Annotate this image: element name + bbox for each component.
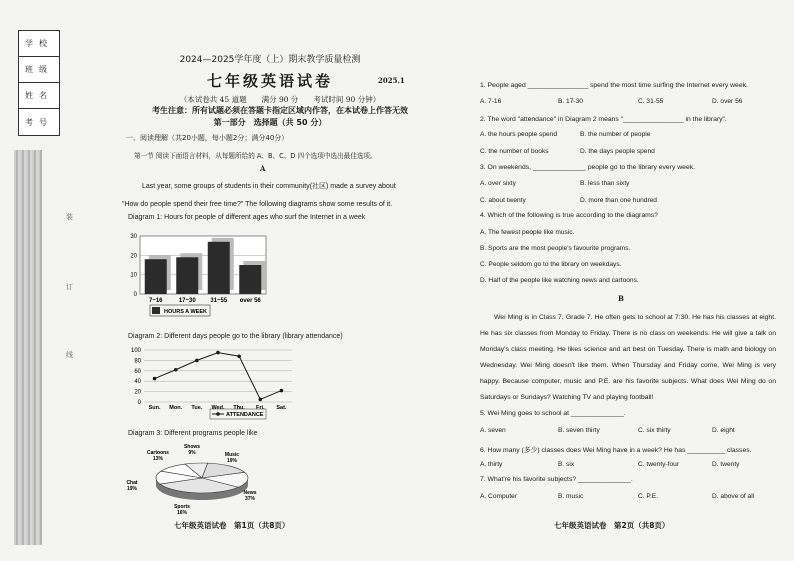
slice-label: Chat (126, 480, 138, 486)
answer-option[interactable]: B. the number of people (580, 131, 651, 138)
slice-label: News (243, 490, 257, 496)
binding-mark: 订 (66, 283, 73, 291)
answer-option[interactable]: A. thirty (480, 461, 503, 468)
answer-option[interactable]: A. Computer (480, 493, 518, 500)
diagram2-caption: Diagram 2: Different days people go to the library (library attendance) (128, 333, 343, 340)
slice-label: Music (224, 452, 240, 458)
answer-option[interactable]: C. People seldom go to the library on weekdays. (480, 261, 622, 268)
passage-b-text: Wei Ming is in Class 7, Grade 7. He often gets to school at 7:30. He has his classes at eight. He has six classes from Monday to Friday. There is no class on weekends. He will give a talk on Monday's class meeting. He likes science and art best on Tuesday. There is math and biology on Wednesday. Wei Ming doesn't like them. When Thursday and Friday come, Wei Ming is very happy. Because computer, music and P.E. are his favorite subjects. What does Wei Ming do on Saturdays or Sundays? Watching TV and playing football! (480, 314, 776, 401)
answer-option[interactable]: D. above of all (712, 493, 755, 500)
passage-label: B (618, 294, 624, 303)
data-point (237, 354, 241, 358)
answer-option[interactable]: A. the hours people spend (480, 131, 557, 138)
y-tick-label: 80 (134, 358, 141, 365)
diagram3-caption: Diagram 3: Different programs people like (128, 430, 258, 437)
page-1 (110, 0, 410, 561)
answer-option[interactable]: D. more than one hundred (580, 197, 657, 204)
passage-intro: Last year, some groups of students in their community(社区) made a survey about "How do people spend their free time?" The following diagrams show some results of it. (122, 183, 396, 208)
legend-label: ATTENDANCE (226, 412, 264, 418)
answer-option[interactable]: D. Half of the people like watching news and cartoons. (480, 277, 639, 284)
y-tick-label: 100 (130, 348, 141, 354)
school-label: 学校 (19, 31, 59, 57)
page-2 (470, 0, 780, 561)
question-5: 5. Wei Ming goes to school at ______________. (480, 410, 626, 417)
binding-mark: 装 (66, 213, 73, 221)
answer-option[interactable]: D. eight (712, 427, 735, 434)
slice-value-label: 9% (188, 450, 196, 456)
x-tick-label: Sun. (148, 405, 161, 411)
binding-mark: 线 (66, 351, 73, 359)
y-tick-label: 20 (134, 389, 141, 396)
answer-option[interactable]: B. music (558, 493, 584, 500)
bar (239, 265, 261, 294)
answer-option[interactable]: C. the number of books (480, 148, 549, 155)
answer-option[interactable]: B. less than sixty (580, 180, 630, 187)
x-tick-label: Mon. (169, 405, 183, 411)
question-6: 6. How many (多少) classes does Wei Ming have in a week? He has __________ classes. (480, 447, 752, 454)
exam-meta: （本试卷共 45 道题 满分 90 分 考试时间 90 分钟） (179, 95, 381, 104)
question-7: 7. What're his favorite subjects? ______________. (480, 476, 633, 483)
slice-value-label: 37% (244, 496, 256, 502)
x-tick-label: Wed. (211, 405, 225, 411)
data-point (216, 351, 220, 355)
slice-value-label: 19% (226, 458, 238, 464)
question-1: 1. People aged ________________ spend the most time surfing the Internet every week. (480, 82, 748, 89)
exam-year-line: 2024—2025学年度（上）期末教学质量检测 (179, 55, 361, 65)
bar (208, 242, 230, 294)
bar (176, 257, 198, 294)
section-instruction: 第一节 阅读下面语言材料，从每题所给的 A、B、C、D 四个选项中选出最佳选项。 (134, 152, 377, 160)
x-tick-label: over 56 (239, 298, 261, 304)
line-chart (126, 344, 296, 424)
exam-notice: 考生注意：所有试题必须在答题卡指定区域内作答，在本试卷上作答无效 (152, 106, 408, 115)
part-title: 第一部分 选择题（共 50 分） (213, 118, 327, 127)
x-tick-label: 17~30 (178, 298, 196, 304)
answer-option[interactable]: A. over sixty (480, 180, 516, 187)
x-tick-label: Fri. (256, 405, 265, 411)
answer-option[interactable]: C. twenty-four (638, 461, 680, 468)
data-point (195, 359, 199, 363)
binding-strip (0, 0, 110, 561)
slice-label: Sports (174, 504, 190, 510)
slice-value-label: 19% (126, 486, 138, 492)
data-point (153, 377, 157, 381)
series-line (155, 353, 282, 400)
y-tick-label: 20 (130, 253, 137, 260)
student-info-table (18, 30, 60, 136)
pie-chart (126, 442, 280, 518)
x-tick-label: Sat. (276, 405, 287, 411)
page-title: 七年级英语试卷 (206, 72, 333, 90)
answer-option[interactable]: A. seven (480, 427, 506, 434)
binding-gray-bar (14, 150, 42, 545)
question-2: 2. The word "attendance" in Diagram 2 means "________________ in the library". (480, 116, 727, 123)
slice-value-label: 16% (176, 510, 188, 516)
y-tick-label: 40 (134, 379, 141, 386)
x-tick-label: Thu. (233, 405, 245, 411)
answer-option[interactable]: B. Sports are the most people's favourite programs. (480, 245, 631, 252)
exam-number-label: 考号 (25, 117, 53, 127)
section-title: 一、阅读理解（共20小题，每小题2分；满分40分） (126, 134, 289, 142)
legend-marker (216, 412, 220, 416)
page-footer: 七年级英语试卷 第1页（共8页） (174, 521, 290, 530)
answer-option[interactable]: D. over 56 (712, 98, 743, 105)
answer-option[interactable]: D. the days people spend (580, 148, 655, 155)
data-point (174, 368, 178, 372)
bar-chart (124, 228, 274, 320)
bar (145, 259, 167, 294)
diagram1-caption: Diagram 1: Hours for people of different ages who surf the Internet in a week (128, 214, 366, 221)
answer-option[interactable]: B. six (558, 461, 575, 468)
exam-date: 2025.1 (378, 76, 405, 85)
answer-option[interactable]: C. 31-55 (638, 98, 664, 105)
answer-option[interactable]: C. six thirty (638, 427, 671, 434)
slice-value-label: 13% (152, 456, 164, 462)
slice-label: Cartoons (147, 450, 169, 456)
y-tick-label: 0 (137, 400, 141, 406)
y-tick-label: 60 (134, 368, 141, 375)
legend-label: HOURS A WEEK (164, 309, 207, 315)
x-tick-label: 7~16 (148, 298, 163, 304)
x-tick-label: Tue. (191, 405, 203, 411)
page-footer: 七年级英语试卷 第2页（共8页） (554, 521, 670, 530)
data-point (280, 389, 284, 393)
answer-option[interactable]: D. twenty (712, 461, 740, 468)
question-3: 3. On weekends, ______________ people go to the library every week. (480, 164, 696, 171)
slice-label: Shows (183, 444, 201, 450)
answer-option[interactable]: C. about twenty (480, 197, 526, 204)
name-label: 姓名 (19, 83, 59, 109)
legend-swatch (152, 307, 160, 314)
y-tick-label: 0 (133, 292, 137, 298)
x-tick-label: 31~55 (210, 298, 228, 304)
answer-option[interactable]: B. 17-30 (558, 98, 583, 105)
answer-option[interactable]: C. P.E. (638, 493, 659, 500)
passage-label: A (260, 164, 266, 173)
y-tick-label: 10 (130, 272, 137, 279)
data-point (258, 398, 262, 402)
answer-option[interactable]: B. seven thirty (558, 427, 600, 434)
question-4: 4. Which of the following is true according to the diagrams? (480, 212, 658, 219)
class-label: 班级 (19, 57, 59, 83)
y-tick-label: 30 (130, 234, 137, 240)
answer-option[interactable]: A. 7-16 (480, 98, 502, 105)
answer-option[interactable]: A. The fewest people like music. (480, 229, 575, 236)
